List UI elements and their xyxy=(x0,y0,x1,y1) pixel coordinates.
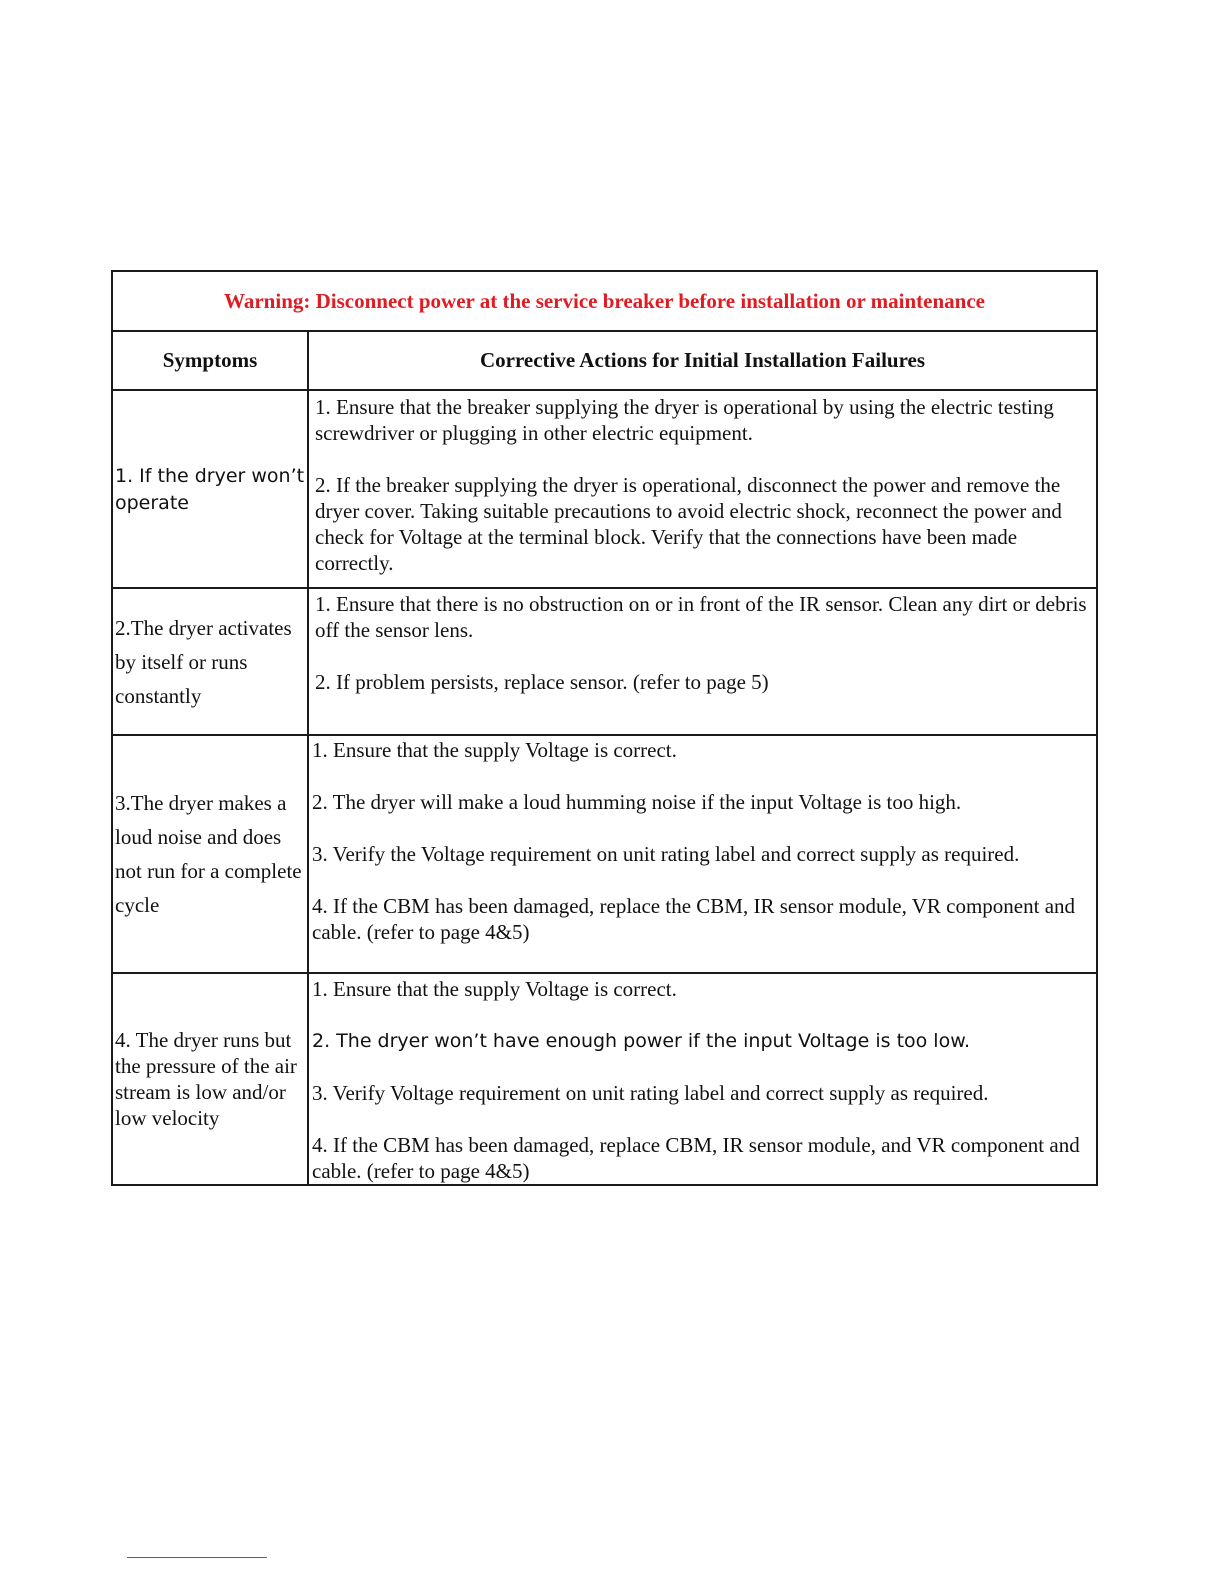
action-item: 4. If the CBM has been damaged, replace CBM, IR sensor module, and VR component and cable. (refer to page 4&5) xyxy=(312,1133,1080,1183)
symptom-cell xyxy=(112,390,308,588)
action-item: 1. Ensure that the supply Voltage is correct. xyxy=(312,738,677,762)
symptom-text: 3.The dryer makes a loud noise and does not run for a complete cycle xyxy=(115,791,302,917)
symptom-cell xyxy=(112,735,308,973)
table-row xyxy=(112,588,1097,735)
footer-link-underline[interactable] xyxy=(127,1557,267,1558)
actions-cell xyxy=(308,588,1097,735)
actions-cell xyxy=(308,390,1097,588)
action-item: 4. If the CBM has been damaged, replace the CBM, IR sensor module, VR component and cable. (refer to page 4&5) xyxy=(312,894,1076,944)
symptom-cell xyxy=(112,973,308,1185)
troubleshooting-table xyxy=(111,270,1098,1186)
symptom-text: 2.The dryer activates by itself or runs constantly xyxy=(115,615,292,708)
actions-cell xyxy=(308,735,1097,973)
symptom-text: 1. If the dryer won’t operate xyxy=(115,465,305,514)
action-item: 1. Ensure that the breaker supplying the dryer is operational by using the electric testing screwdriver or plugging in other electric equipment. xyxy=(315,395,1054,445)
table-row xyxy=(112,735,1097,973)
header-row xyxy=(112,331,1097,390)
symptom-text: 4. The dryer runs but the pressure of the air stream is low and/or low velocity xyxy=(115,1028,297,1130)
action-item: 2. If the breaker supplying the dryer is operational, disconnect the power and remove the dryer cover. Taking suitable precautions to avoid electric shock, reconnect the power and check for Voltage at the terminal block. Verify that the connections have been made correctly. xyxy=(315,473,1062,575)
table-row xyxy=(112,973,1097,1185)
warning-row xyxy=(112,271,1097,331)
action-item: 2. The dryer won’t have enough power if the input Voltage is too low. xyxy=(312,1030,971,1052)
action-item: 3. Verify Voltage requirement on unit rating label and correct supply as required. xyxy=(312,1081,989,1105)
actions-header: Corrective Actions for Initial Installation Failures xyxy=(308,331,1097,390)
warning-banner: Warning: Disconnect power at the service breaker before installation or maintenance xyxy=(112,271,1097,331)
symptoms-header: Symptoms xyxy=(112,331,308,390)
action-item: 1. Ensure that the supply Voltage is correct. xyxy=(312,977,677,1001)
actions-cell xyxy=(308,973,1097,1185)
action-item: 3. Verify the Voltage requirement on unit rating label and correct supply as required. xyxy=(312,842,1020,866)
action-item: 2. If problem persists, replace sensor. (refer to page 5) xyxy=(315,670,769,694)
table-row xyxy=(112,390,1097,588)
action-item: 2. The dryer will make a loud humming noise if the input Voltage is too high. xyxy=(312,790,962,814)
action-item: 1. Ensure that there is no obstruction on or in front of the IR sensor. Clean any dirt or debris off the sensor lens. xyxy=(315,592,1087,642)
symptom-cell xyxy=(112,588,308,735)
